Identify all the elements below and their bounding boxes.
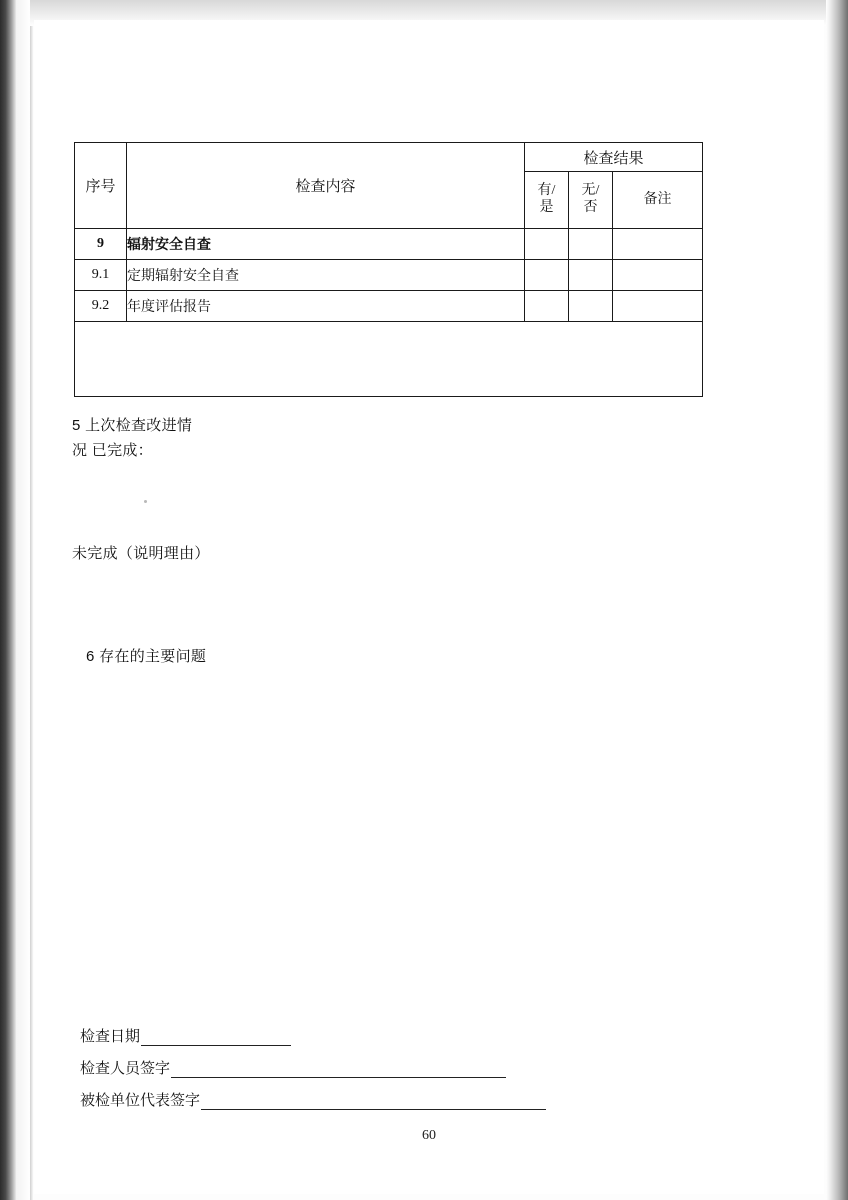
table-row-blank (75, 322, 703, 397)
page-number: 60 (422, 1128, 436, 1143)
section-5-line-2: 况 已完成： (72, 441, 153, 459)
row-no-checkbox[interactable] (569, 291, 613, 322)
header-no-col (569, 172, 613, 229)
inspector-signature-input[interactable] (171, 1065, 506, 1078)
scan-fold-line (30, 0, 33, 1200)
row-no: 9.2 (75, 291, 127, 322)
inspector-signature-label: 检查人员签字 (80, 1060, 171, 1077)
row-remark[interactable] (613, 260, 703, 291)
header-no: 序号 (75, 143, 127, 229)
row-no-checkbox[interactable] (569, 260, 613, 291)
inspected-unit-signature-label: 被检单位代表签字 (80, 1092, 201, 1109)
header-yes (525, 172, 569, 229)
table-row (75, 229, 703, 260)
header-remark: 备注 (613, 172, 703, 229)
signature-block (80, 1025, 546, 1121)
inspector-signature-line (80, 1057, 546, 1078)
row-yes-checkbox[interactable] (525, 291, 569, 322)
inspection-date-input[interactable] (141, 1033, 291, 1046)
row-item: 年度评估报告 (127, 291, 525, 322)
header-yes-line1: 有/ (537, 183, 556, 199)
section-5-previous-inspection (72, 414, 592, 464)
section-6-main-problems: 6 存在的主要问题 (86, 648, 207, 665)
row-yes-checkbox[interactable] (525, 260, 569, 291)
header-no-line2: 否 (583, 200, 598, 215)
inspection-table (74, 142, 703, 397)
inspected-unit-signature-input[interactable] (201, 1097, 546, 1110)
scan-right-edge (826, 0, 848, 1200)
table-header-row-1 (75, 143, 703, 172)
document-sheet (34, 20, 824, 1194)
header-yes-line2: 是 (539, 200, 554, 215)
header-no-line1: 无/ (581, 183, 600, 199)
inspection-date-label: 检查日期 (80, 1028, 141, 1045)
row-remark[interactable] (613, 229, 703, 260)
row-no: 9.1 (75, 260, 127, 291)
header-result-group: 检查结果 (525, 143, 703, 172)
row-no: 9 (75, 229, 127, 260)
row-no-checkbox[interactable] (569, 229, 613, 260)
scan-left-edge-inner (16, 0, 30, 1200)
inspection-date-line (80, 1025, 546, 1046)
row-yes-checkbox[interactable] (525, 229, 569, 260)
blank-notes-cell[interactable] (75, 322, 703, 397)
inspection-table-container (74, 142, 702, 397)
header-item: 检查内容 (127, 143, 525, 229)
inspected-unit-signature-line (80, 1089, 546, 1110)
section-5-uncompleted-label: 未完成（说明理由） (72, 545, 210, 562)
table-row (75, 260, 703, 291)
row-item: 辐射安全自查 (127, 229, 525, 260)
section-5-line-1: 5 上次检查改进情 (72, 417, 193, 434)
scan-speck (144, 500, 147, 503)
scan-left-edge (0, 0, 16, 1200)
table-row (75, 291, 703, 322)
row-item: 定期辐射安全自查 (127, 260, 525, 291)
row-remark[interactable] (613, 291, 703, 322)
